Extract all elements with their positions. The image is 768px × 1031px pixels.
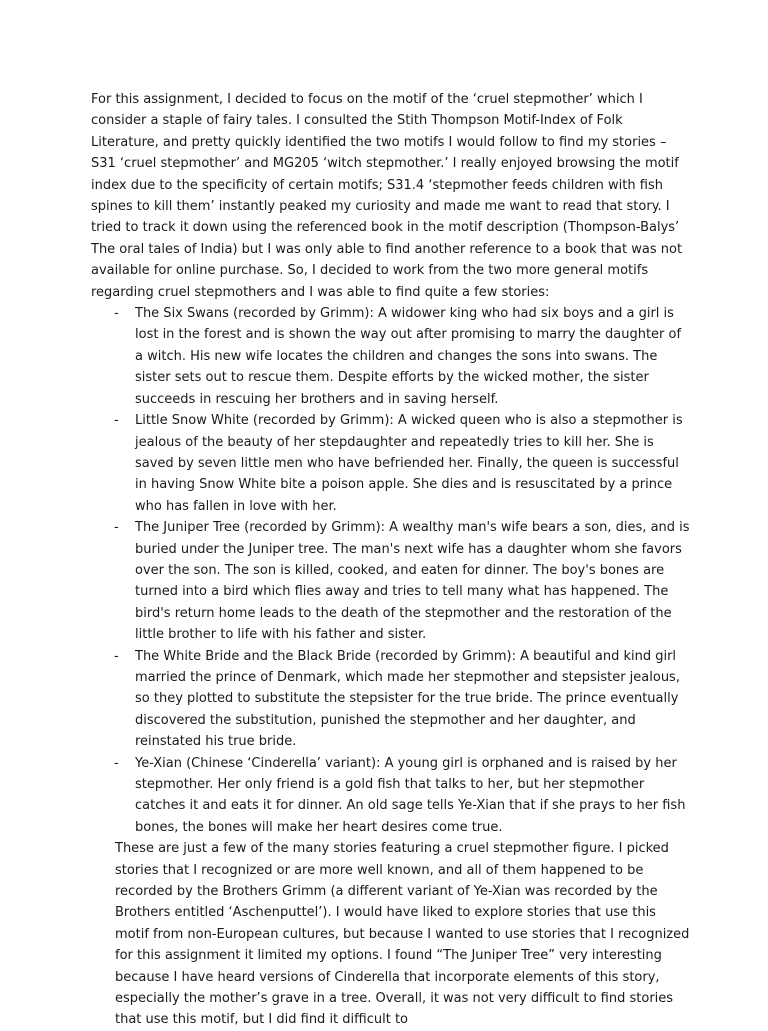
bullet-marker: - (114, 306, 119, 322)
document-body (91, 89, 691, 1031)
list-item (91, 753, 691, 839)
list-item (91, 646, 691, 753)
bullet-marker: - (114, 648, 119, 664)
bullet-marker: - (114, 520, 119, 536)
story-text: Little Snow White (recorded by Grimm): A wicked queen who is also a stepmother is jealous of the beauty of her stepdaughter and repeatedly tries to kill her. She is saved by seven little men who have befriended her. Finally, the queen is successful in having Snow White bite a poison apple. She dies and is resuscitated by a prince who has fallen in love with her. (135, 413, 683, 514)
list-item (91, 303, 691, 410)
list-item (91, 410, 691, 517)
bullet-marker: - (114, 413, 119, 429)
story-text: The White Bride and the Black Bride (recorded by Grimm): A beautiful and kind girl married the prince of Denmark, which made her stepmother and stepsister jealous, so they plotted to substitute the stepsister for the true bride. The prince eventually discovered the substitution, punished the stepmother and her daughter, and reinstated his true bride. (135, 648, 680, 750)
story-list (91, 303, 691, 838)
intro-paragraph: For this assignment, I decided to focus on the motif of the ‘cruel stepmother’ which I consider a staple of fairy tales. I consulted the Stith Thompson Motif-Index of Folk Literature, and pretty quickly identified the two motifs I would follow to find my stories – S31 ‘cruel stepmother’ and MG205 ‘witch stepmother.’ I really enjoyed browsing the motif index due to the specificity of certain motifs; S31.4 ‘stepmother feeds children with fish spines to kill them’ instantly peaked my curiosity and made me want to read that story. I tried to track it down using the referenced book in the motif description (Thompson-Balys’ The oral tales of India) but I was only able to find another reference to a book that was not available for online purchase. So, I decided to work from the two more general motifs regarding cruel stepmothers and I was able to find quite a few stories: (91, 92, 683, 300)
story-text: The Six Swans (recorded by Grimm): A widower king who had six boys and a girl is lost in the forest and is shown the way out after promising to marry the daughter of a witch. His new wife locates the children and changes the sons into swans. The sister sets out to rescue them. Despite efforts by the wicked mother, the sister succeeds in rescuing her brothers and in saving herself. (135, 306, 682, 407)
story-text: Ye-Xian (Chinese ‘Cinderella’ variant): A young girl is orphaned and is raised by her stepmother. Her only friend is a gold fish that talks to her, but her stepmother catches it and eats it for dinner. An old sage tells Ye-Xian that if she prays to her fish bones, the bones will make her heart desires come true. (135, 755, 686, 835)
closing-paragraph: These are just a few of the many stories featuring a cruel stepmother figure. I picked stories that I recognized or are more well known, and all of them happened to be recorded by the Brothers Grimm (a different variant of Ye-Xian was recorded by the Brothers entitled ‘Aschenputtel’). I would have liked to explore stories that use this motif from non-European cultures, but because I wanted to use stories that I recognized for this assignment it limited my options. I found “The Juniper Tree” very interesting because I have heard versions of Cinderella that incorporate elements of this story, especially the mother’s grave in a tree. Overall, it was not very difficult to find stories that use this motif, but I did find it difficult to (115, 841, 690, 1028)
list-item (91, 517, 691, 645)
story-text: The Juniper Tree (recorded by Grimm): A wealthy man's wife bears a son, dies, and is buried under the Juniper tree. The man's next wife has a daughter whom she favors over the son. The son is killed, cooked, and eaten for dinner. The boy's bones are turned into a bird which flies away and tries to tell many what has happened. The bird's return home leads to the death of the stepmother and the restoration of the little brother to life with his father and sister. (135, 520, 690, 643)
bullet-marker: - (114, 755, 119, 771)
